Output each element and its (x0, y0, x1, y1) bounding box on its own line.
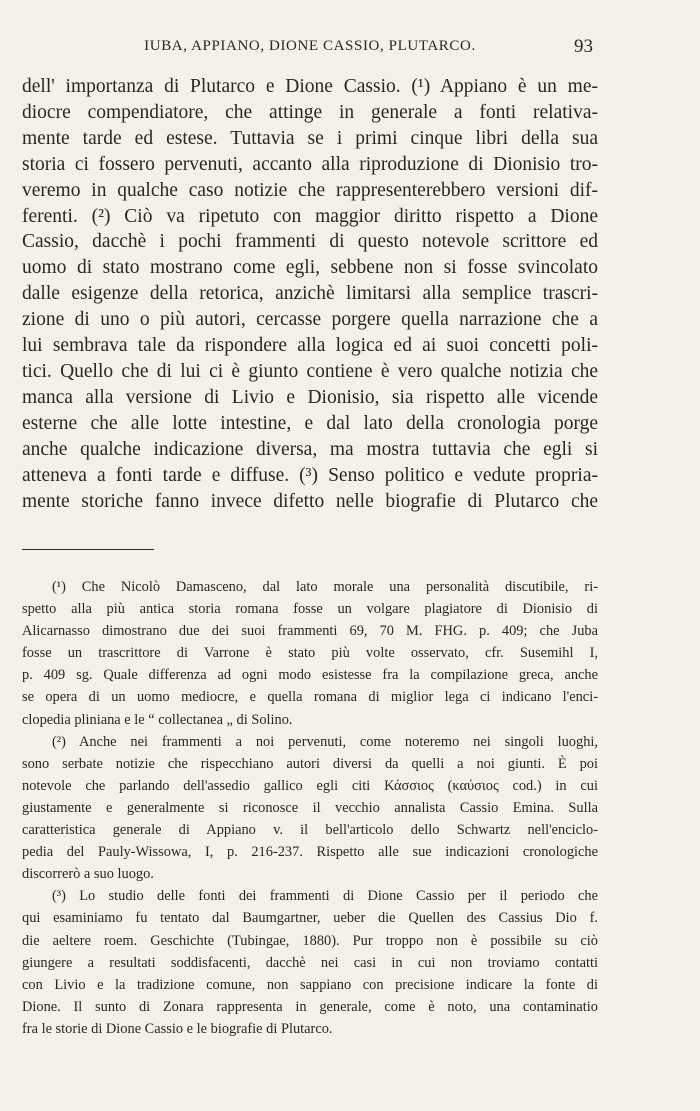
footnote-line: p. 409 sg. Quale differenza ad ogni modo esistesse fra la compilazione greca, anche (22, 667, 598, 684)
footnote-2 (22, 731, 598, 886)
body-line: mente tarde ed estese. Tuttavia se i primi cinque libri della sua (22, 127, 598, 149)
body-line: zione di uno o più autori, cercasse porgere quella narrazione che a (22, 309, 598, 331)
body-line: ferenti. (²) Ciò va ripetuto con maggior diritto rispetto a Dione (22, 205, 598, 227)
body-line: lui sembrava tale da rispondere alla logica ed ai suoi concetti poli- (22, 335, 598, 357)
footnote-line: sono serbate notizie che rispecchiano autori diversi da quelli a noi giunti. È poi (22, 755, 598, 772)
footnote-line: giungere a resultati soddisfacenti, dacchè nei casi in cui non troviamo contatti (22, 954, 598, 971)
footnote-line: notevole che parlando dell'assedio gallico egli citi Κάσσιος (καύσιος cod.) in cui (22, 777, 598, 794)
footnote-line: discorrerò a suo luogo. (22, 866, 154, 883)
body-line: esterne che alle lotte intestine, e dal lato della cronologia porge (22, 412, 598, 434)
footnote-line: Alicarnasso dimostrano due dei suoi frammenti 69, 70 M. FHG. p. 409; che Juba (22, 623, 598, 640)
body-line: tici. Quello che di lui ci è giunto contiene è vero qualche notizia che (22, 360, 598, 382)
body-line: anche qualche indicazione diversa, ma mostra tuttavia che egli si (22, 438, 598, 460)
footnote-line: (³) Lo studio delle fonti dei frammenti di Dione Cassio per il periodo che (52, 888, 598, 905)
footnote-line: qui esaminiamo fu tentato dal Baumgartner, ueber die Quellen des Cassius Dio f. (22, 910, 598, 927)
footnote-line: se opera di un uomo mediocre, e quella romana di miglior lega ci indicano l'enci- (22, 689, 598, 706)
body-line: dell' importanza di Plutarco e Dione Cassio. (¹) Appiano è un me- (22, 76, 598, 97)
footnote-line: die aeltere roem. Geschichte (Tubingae, 1880). Pur troppo non è possibile su ciò (22, 932, 598, 949)
footnote-line: clopedia pliniana e le “ collectanea „ di Solino. (22, 711, 293, 728)
footnote-line: spetto alla più antica storia romana fosse un volgare plagiatore di Dionisio di (22, 601, 598, 618)
footnote-line: giustamente e generalmente si riconosce il vecchio annalista Cassio Emina. Sulla (22, 799, 598, 816)
footnotes (22, 576, 598, 1040)
footnote-line: (¹) Che Nicolò Damasceno, dal lato morale una personalità discutibile, ri- (52, 579, 598, 595)
body-line: atteneva a fonti tarde e diffuse. (³) Senso politico e vedute propria- (22, 464, 598, 486)
body-line: manca alla versione di Livio e Dionisio, sia rispetto alle vicende (22, 386, 598, 408)
footnote-line: (²) Anche nei frammenti a noi pervenuti, come noteremo nei singoli luoghi, (52, 733, 598, 750)
main-text (22, 74, 598, 514)
footnote-line: pedia del Pauly-Wissowa, I, p. 216-237. Rispetto alle sue indicazioni cronologiche (22, 844, 598, 861)
body-line: dalle esigenze della retorica, anzichè limitarsi alla semplice trascri- (22, 283, 598, 305)
footnote-line: Dione. Il sunto di Zonara rappresenta in generale, come è noto, una contaminatio (22, 998, 598, 1015)
body-line: diocre compendiatore, che attinge in generale a fonti relativa- (22, 101, 598, 123)
footnote-line: con Livio e la tradizione comune, non sappiano con precisione indicare la fonte di (22, 976, 598, 993)
body-line: Cassio, dacchè i pochi frammenti di questo notevole scrittore ed (22, 231, 598, 253)
page-number: 93 (574, 36, 593, 57)
body-line: veremo in qualche caso notizie che rappresenterebbero versioni dif- (22, 179, 598, 201)
footnote-line: caratteristica generale di Appiano v. il bell'articolo dello Schwartz nell'enciclo- (22, 822, 598, 839)
footnote-1 (22, 576, 598, 731)
footnote-3 (22, 885, 598, 1040)
body-line: storia ci fossero pervenuti, accanto alla riproduzione di Dionisio tro- (22, 153, 598, 175)
body-line: uomo di stato mostrano come egli, sebbene non si fosse svincolato (22, 257, 598, 279)
footnote-line: fosse un trascrittore di Varrone è stato più volte osservato, cfr. Susemihl I, (22, 645, 598, 662)
body-line: mente storiche fanno invece difetto nelle biografie di Plutarco che (22, 490, 598, 512)
footnote-line: fra le storie di Dione Cassio e le biografie di Plutarco. (22, 1020, 333, 1037)
footnote-separator (22, 549, 154, 550)
running-title: IUBA, APPIANO, DIONE CASSIO, PLUTARCO. (144, 38, 476, 54)
